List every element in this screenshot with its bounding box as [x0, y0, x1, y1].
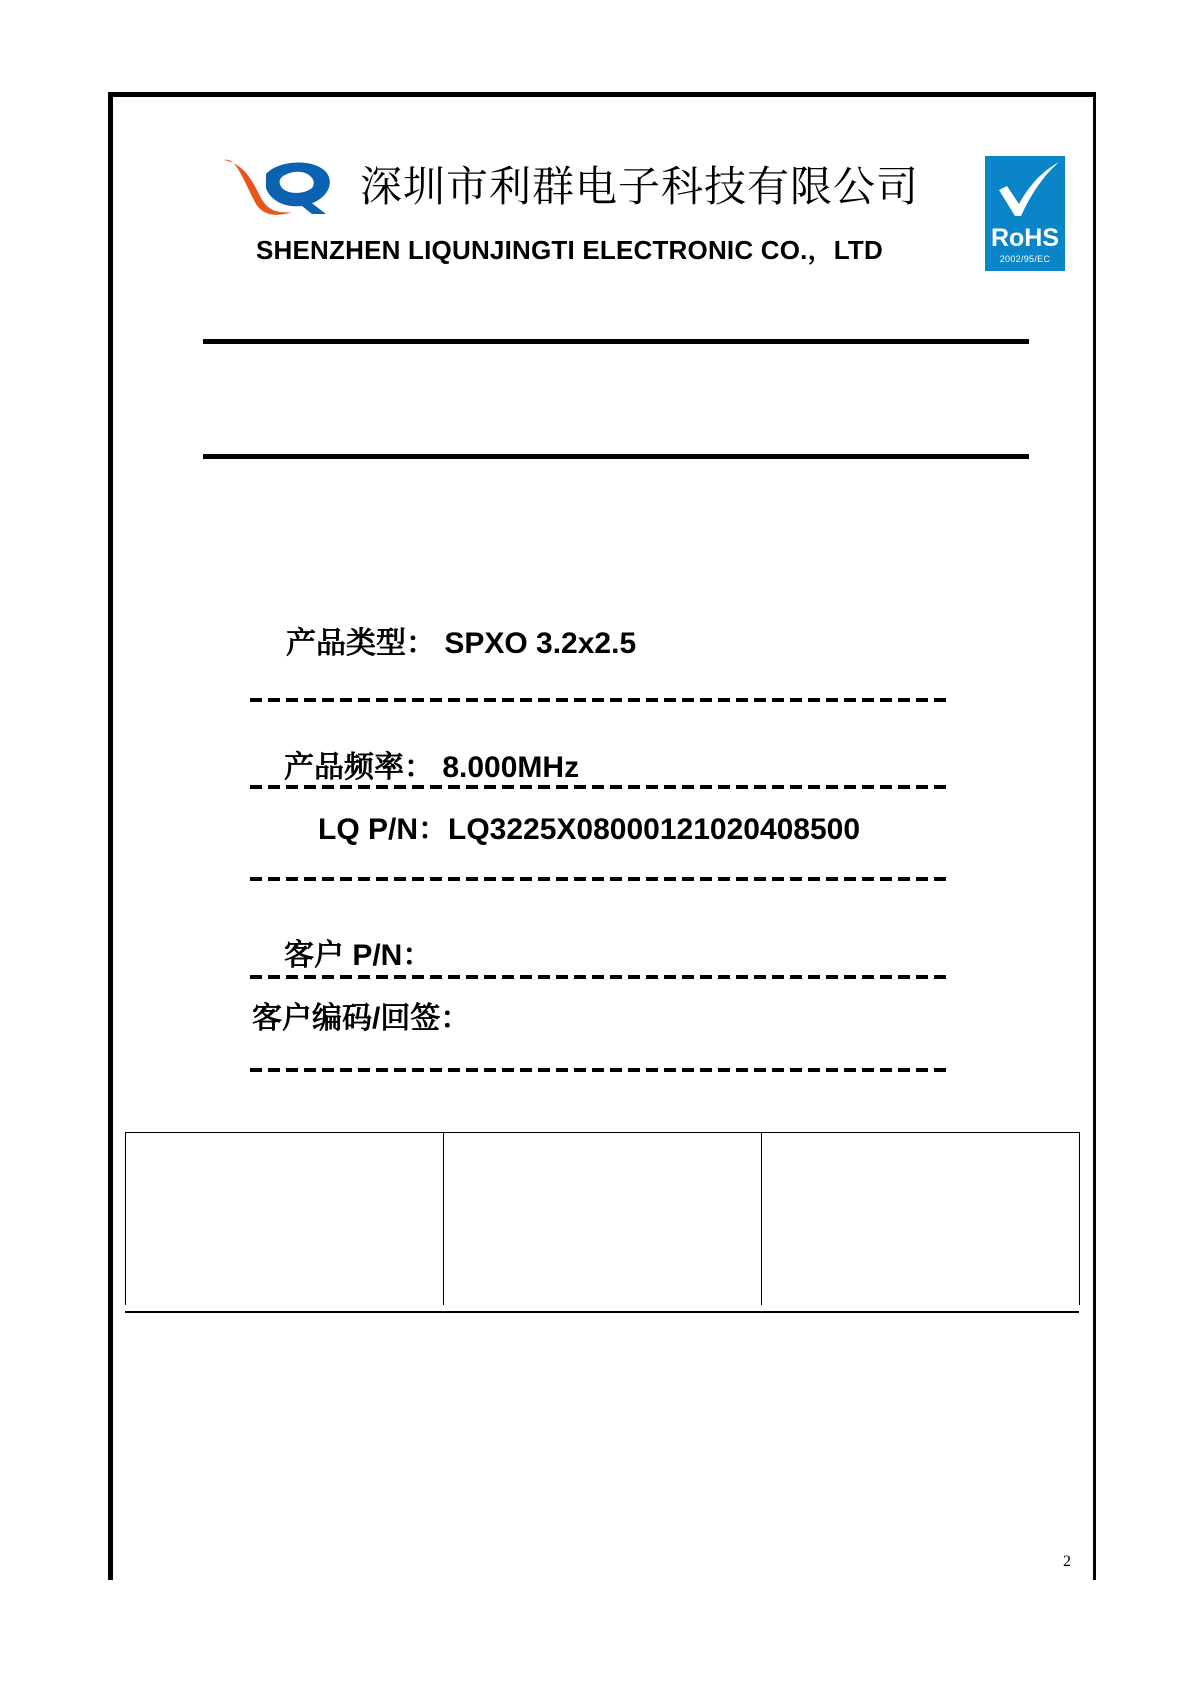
- rohs-label: RoHS: [990, 224, 1060, 252]
- company-name-chinese: 深圳市利群电子科技有限公司: [360, 162, 920, 211]
- customer-part-number-line: 客户 P/N：: [284, 939, 433, 972]
- customer-code-line: 客户编码/回签：: [252, 1002, 471, 1035]
- checkmark-icon: [985, 156, 1065, 226]
- company-name-english: SHENZHEN LIQUNJINGTI ELECTRONIC CO.，LTD: [256, 235, 883, 265]
- dashed-divider: [250, 785, 950, 789]
- dashed-divider: [250, 1068, 950, 1072]
- signature-table-bottom-rule: [125, 1311, 1079, 1313]
- page-frame-top: [108, 92, 1096, 97]
- signature-cell: [444, 1133, 762, 1305]
- rohs-directive: 2002/95/EC: [999, 254, 1051, 264]
- signature-cell: [762, 1133, 1079, 1305]
- signature-cell: [126, 1133, 444, 1305]
- dashed-divider: [250, 975, 950, 979]
- page-frame-right: [1093, 92, 1096, 1580]
- product-type-line: 产品类型： SPXO 3.2x2.5: [286, 627, 637, 660]
- lq-part-number-line: LQ P/N：LQ3225X08000121020408500: [318, 813, 861, 846]
- dashed-divider: [250, 877, 950, 881]
- page-frame-left: [108, 92, 113, 1580]
- rohs-badge: [985, 156, 1065, 271]
- title-rule-bottom: [203, 454, 1029, 459]
- company-logo: [222, 152, 352, 222]
- signature-table: [125, 1132, 1080, 1305]
- page-number: 2: [1063, 1553, 1071, 1570]
- dashed-divider: [250, 698, 950, 702]
- title-rule-top: [203, 339, 1029, 344]
- frequency-line: 产品频率： 8.000MHz: [284, 751, 580, 784]
